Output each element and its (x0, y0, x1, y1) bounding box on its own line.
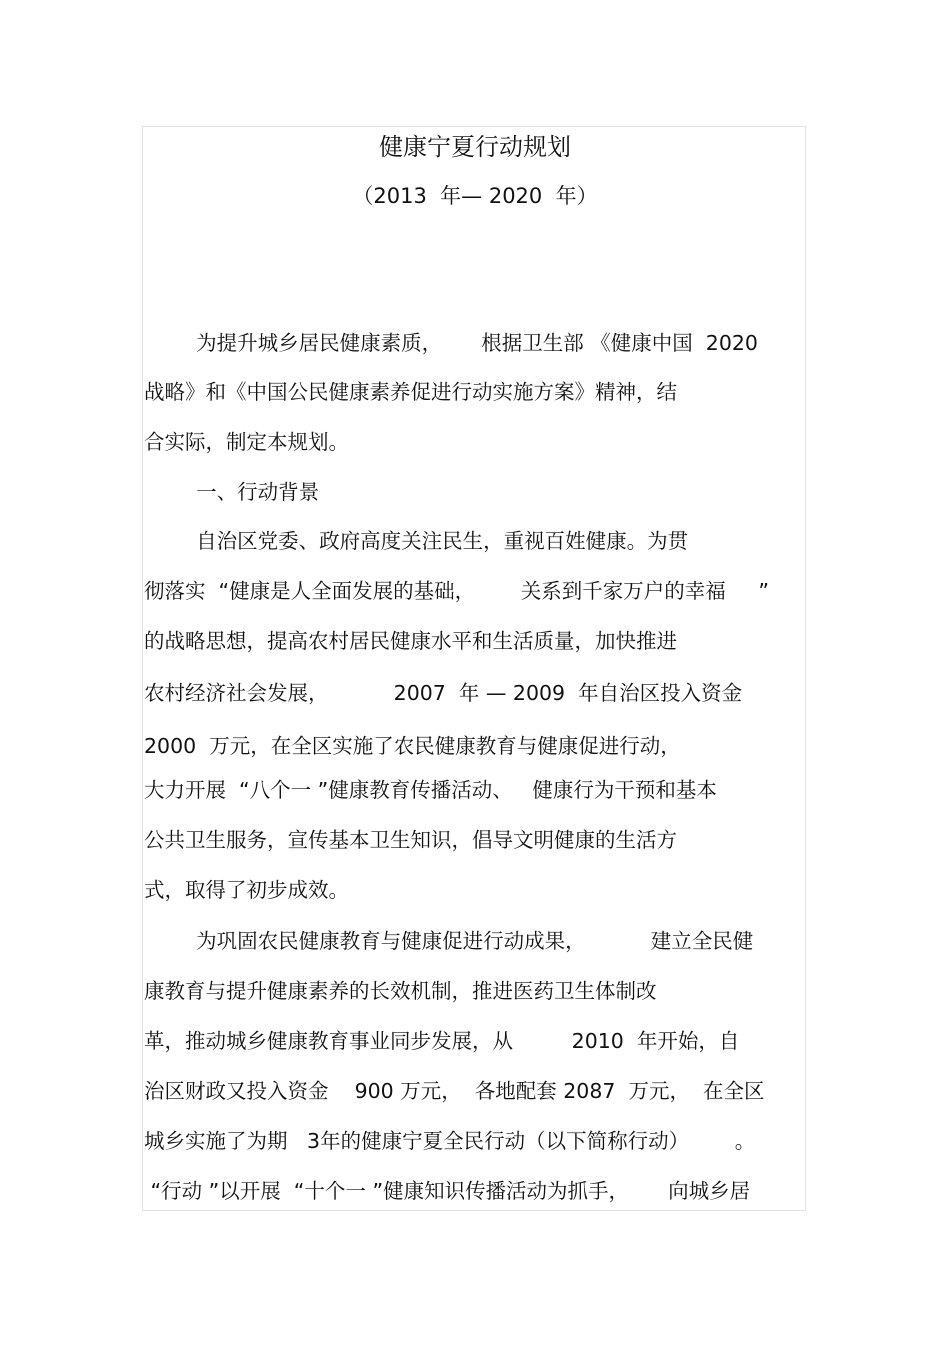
document-subtitle: （2013 年— 2020 年） (352, 184, 598, 208)
body-line: 大力开展 “八个一 ”健康教育传播活动、 健康行为干预和基本 (144, 778, 717, 802)
body-line: 合实际，制定本规划。 (144, 430, 349, 454)
body-line: 战略》和《中国公民健康素养促进行动实施方案》精神，结 (144, 380, 677, 404)
body-line: 式，取得了初步成效。 (144, 878, 349, 902)
body-line: 2000 万元，在全区实施了农民健康教育与健康促进行动， (144, 734, 681, 758)
body-line: 为提升城乡居民健康素质， 根据卫生部 《健康中国 2020 (144, 331, 758, 355)
body-line: 城乡实施了为期 3年的健康宁夏全民行动（以下简称行动） 。 (144, 1129, 756, 1153)
body-line: 农村经济社会发展， 2007 年 — 2009 年自治区投入资金 (144, 681, 743, 705)
body-line: 的战略思想，提高农村居民健康水平和生活质量，加快推进 (144, 629, 677, 653)
body-line: 为巩固农民健康教育与健康促进行动成果， 建立全民健 (144, 929, 754, 953)
body-line: 治区财政又投入资金 900 万元， 各地配套 2087 万元， 在全区 (144, 1079, 765, 1103)
body-line: 彻落实 “健康是人全面发展的基础， 关系到千家万户的幸福 ” (144, 579, 769, 603)
body-line: “行动 ”以开展 “十个一 ”健康知识传播活动为抓手， 向城乡居 (144, 1179, 751, 1203)
section-heading: 一、行动背景 (144, 480, 320, 504)
body-line: 康教育与提升健康素养的长效机制，推进医药卫生体制改 (144, 979, 657, 1003)
body-line: 自治区党委、政府高度关注民生，重视百姓健康。为贯 (144, 529, 689, 553)
document-title: 健康宁夏行动规划 (379, 133, 571, 161)
body-line: 革，推动城乡健康教育事业同步发展，从 2010 年开始，自 (144, 1029, 740, 1053)
body-line: 公共卫生服务，宣传基本卫生知识，倡导文明健康的生活方 (144, 828, 677, 852)
